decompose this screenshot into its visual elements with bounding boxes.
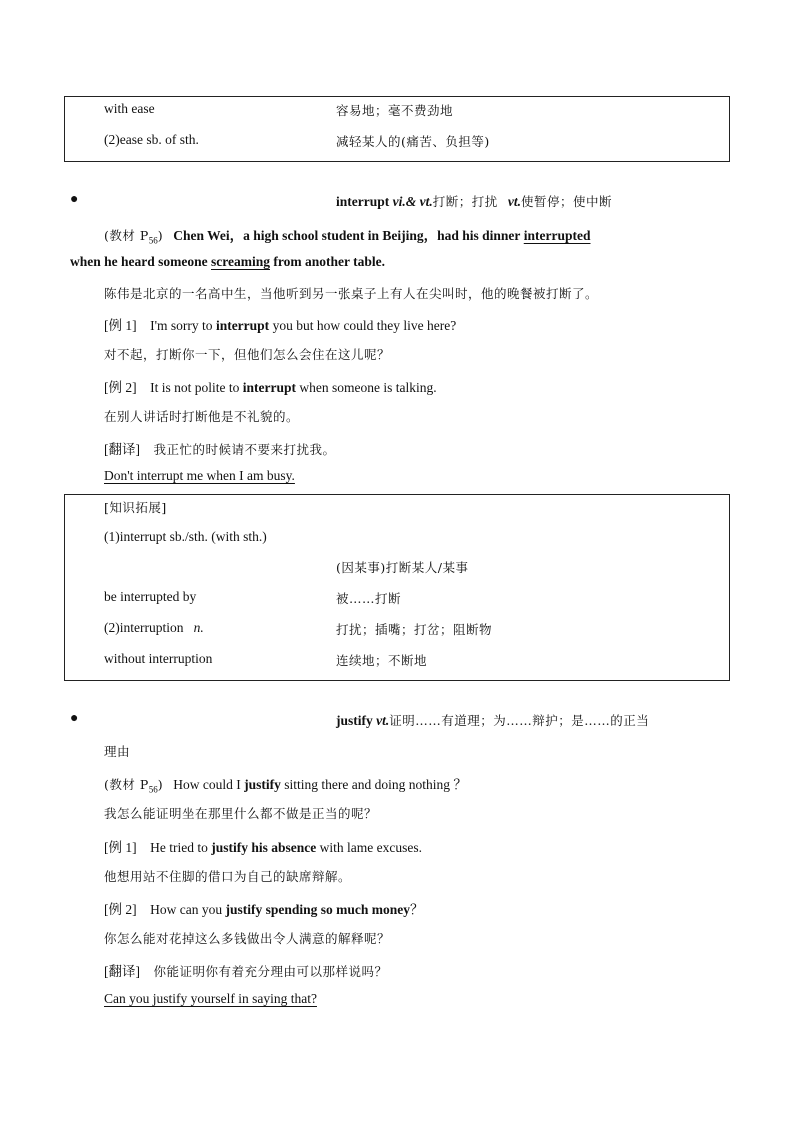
justify-example1-part1: He tried to xyxy=(150,840,208,855)
textbook-ref-close: ) xyxy=(157,228,164,243)
knowledge-title: [知识拓展] xyxy=(104,500,167,515)
justify-meaning: 证明……有道理；为……辩护；是……的正当 xyxy=(389,713,650,728)
justify-translate-answer: Can you justify yourself in saying that? xyxy=(104,991,317,1006)
translate-answer: Don't interrupt me when I am busy. xyxy=(104,468,295,483)
textbook-sentence-part1: Chen Wei，a high school student in Beijing，had his dinner xyxy=(173,228,521,243)
top-box-row1-en: with ease xyxy=(104,101,155,116)
justify-example1-keyword: justify his absence xyxy=(211,840,317,855)
justify-tb-part2: sitting there and doing nothing ？ xyxy=(284,777,467,792)
justify-translate-prompt: 你能证明你有着充分理由可以那样说吗？ xyxy=(153,964,388,979)
justify-example1-label: [例 1] xyxy=(104,840,137,855)
justify-example1-part2: with lame excuses. xyxy=(319,840,422,855)
interrupt-headword: interrupt xyxy=(336,194,390,209)
example2-part2: when someone is talking. xyxy=(299,380,437,395)
interrupt-textbook-line2 xyxy=(70,254,385,270)
justify-example2 xyxy=(104,898,424,918)
example2-translation: 在别人讲话时打断他是不礼貌的。 xyxy=(104,409,300,424)
example1-translation: 对不起，打断你一下，但他们怎么会住在这儿呢？ xyxy=(104,347,391,362)
translate-prompt: 我正忙的时候请不要来打扰我。 xyxy=(153,442,336,457)
justify-tb-keyword: justify xyxy=(244,777,281,792)
justify-example2-part2: ？ xyxy=(410,902,424,917)
textbook-sentence-underlined2: screaming xyxy=(211,254,270,269)
top-box-row2-en: (2)ease sb. of sth. xyxy=(104,132,199,147)
top-box-row1-zh: 容易地；毫不费劲地 xyxy=(336,103,454,118)
justify-textbook-ref-close: ) xyxy=(157,777,164,792)
bullet-interrupt: ● xyxy=(70,192,79,207)
justify-example2-translation: 你怎么能对花掉这么多钱做出令人满意的解释呢？ xyxy=(104,931,391,946)
interrupt-pos1: vi.& vt. xyxy=(392,194,433,209)
knowledge-row1-en: (1)interrupt sb./sth. (with sth.) xyxy=(104,529,267,544)
justify-example1-translation: 他想用站不住脚的借口为自己的缺席辩解。 xyxy=(104,869,352,884)
translate-label: [翻译] xyxy=(104,442,140,457)
interrupt-meaning2: 使暂停；使中断 xyxy=(521,194,613,209)
example1-part1: I'm sorry to xyxy=(150,318,213,333)
example1-label: [例 1] xyxy=(104,318,137,333)
interrupt-example1 xyxy=(104,314,456,334)
example2-label: [例 2] xyxy=(104,380,137,395)
justify-example2-keyword: justify spending so much money xyxy=(225,902,411,917)
justify-translate-label: [翻译] xyxy=(104,964,140,979)
textbook-ref-page: 56 xyxy=(148,235,158,246)
justify-pos: vt. xyxy=(376,713,390,728)
knowledge-row3-zh: 打扰；插嘴；打岔；阻断物 xyxy=(336,622,493,637)
knowledge-row3-en xyxy=(104,620,204,636)
textbook-sentence-part2: when he heard someone xyxy=(70,254,208,269)
knowledge-row2-en: be interrupted by xyxy=(104,589,197,604)
knowledge-row2-zh: 被……打断 xyxy=(336,591,402,606)
justify-tb-part1: How could I xyxy=(173,777,241,792)
justify-example2-label: [例 2] xyxy=(104,902,137,917)
justify-translate-task xyxy=(104,960,388,980)
knowledge-row4-en: without interruption xyxy=(104,651,213,666)
justify-heading xyxy=(336,711,649,729)
interrupt-translate-task xyxy=(104,438,336,458)
example1-part2: you but how could they live here? xyxy=(272,318,457,333)
justify-textbook-line xyxy=(104,773,467,795)
justify-example2-part1: How can you xyxy=(150,902,223,917)
textbook-translation: 陈伟是北京的一名高中生，当他听到另一张桌子上有人在尖叫时，他的晚餐被打断了。 xyxy=(104,286,599,301)
justify-tb-translation: 我怎么能证明坐在那里什么都不做是正当的呢？ xyxy=(104,806,378,821)
justify-example1 xyxy=(104,836,422,856)
knowledge-row3-word: (2)interruption xyxy=(104,620,184,635)
top-box-row2-zh: 减轻某人的(痛苦、负担等) xyxy=(336,134,490,149)
interrupt-textbook-line1 xyxy=(104,224,591,246)
knowledge-row3-pos: n. xyxy=(193,620,204,635)
example1-keyword: interrupt xyxy=(215,318,270,333)
knowledge-row1-zh: (因某事)打断某人/某事 xyxy=(336,560,469,575)
justify-textbook-ref-page: 56 xyxy=(148,784,158,795)
example2-part1: It is not polite to xyxy=(150,380,240,395)
justify-textbook-ref-open: (教材 P xyxy=(104,777,149,792)
textbook-sentence-part3: from another table. xyxy=(273,254,385,269)
justify-headword: justify xyxy=(336,713,373,728)
knowledge-row4-zh: 连续地；不断地 xyxy=(336,653,428,668)
interrupt-heading xyxy=(336,192,612,210)
interrupt-pos2: vt. xyxy=(507,194,522,209)
textbook-ref-open: (教材 P xyxy=(104,228,149,243)
example2-keyword: interrupt xyxy=(242,380,296,395)
textbook-sentence-underlined1: interrupted xyxy=(523,228,591,243)
interrupt-example2 xyxy=(104,376,437,396)
bullet-justify: ● xyxy=(70,711,79,726)
interrupt-meaning1: 打断；打扰 xyxy=(432,194,498,209)
justify-meaning-cont: 理由 xyxy=(104,744,131,759)
